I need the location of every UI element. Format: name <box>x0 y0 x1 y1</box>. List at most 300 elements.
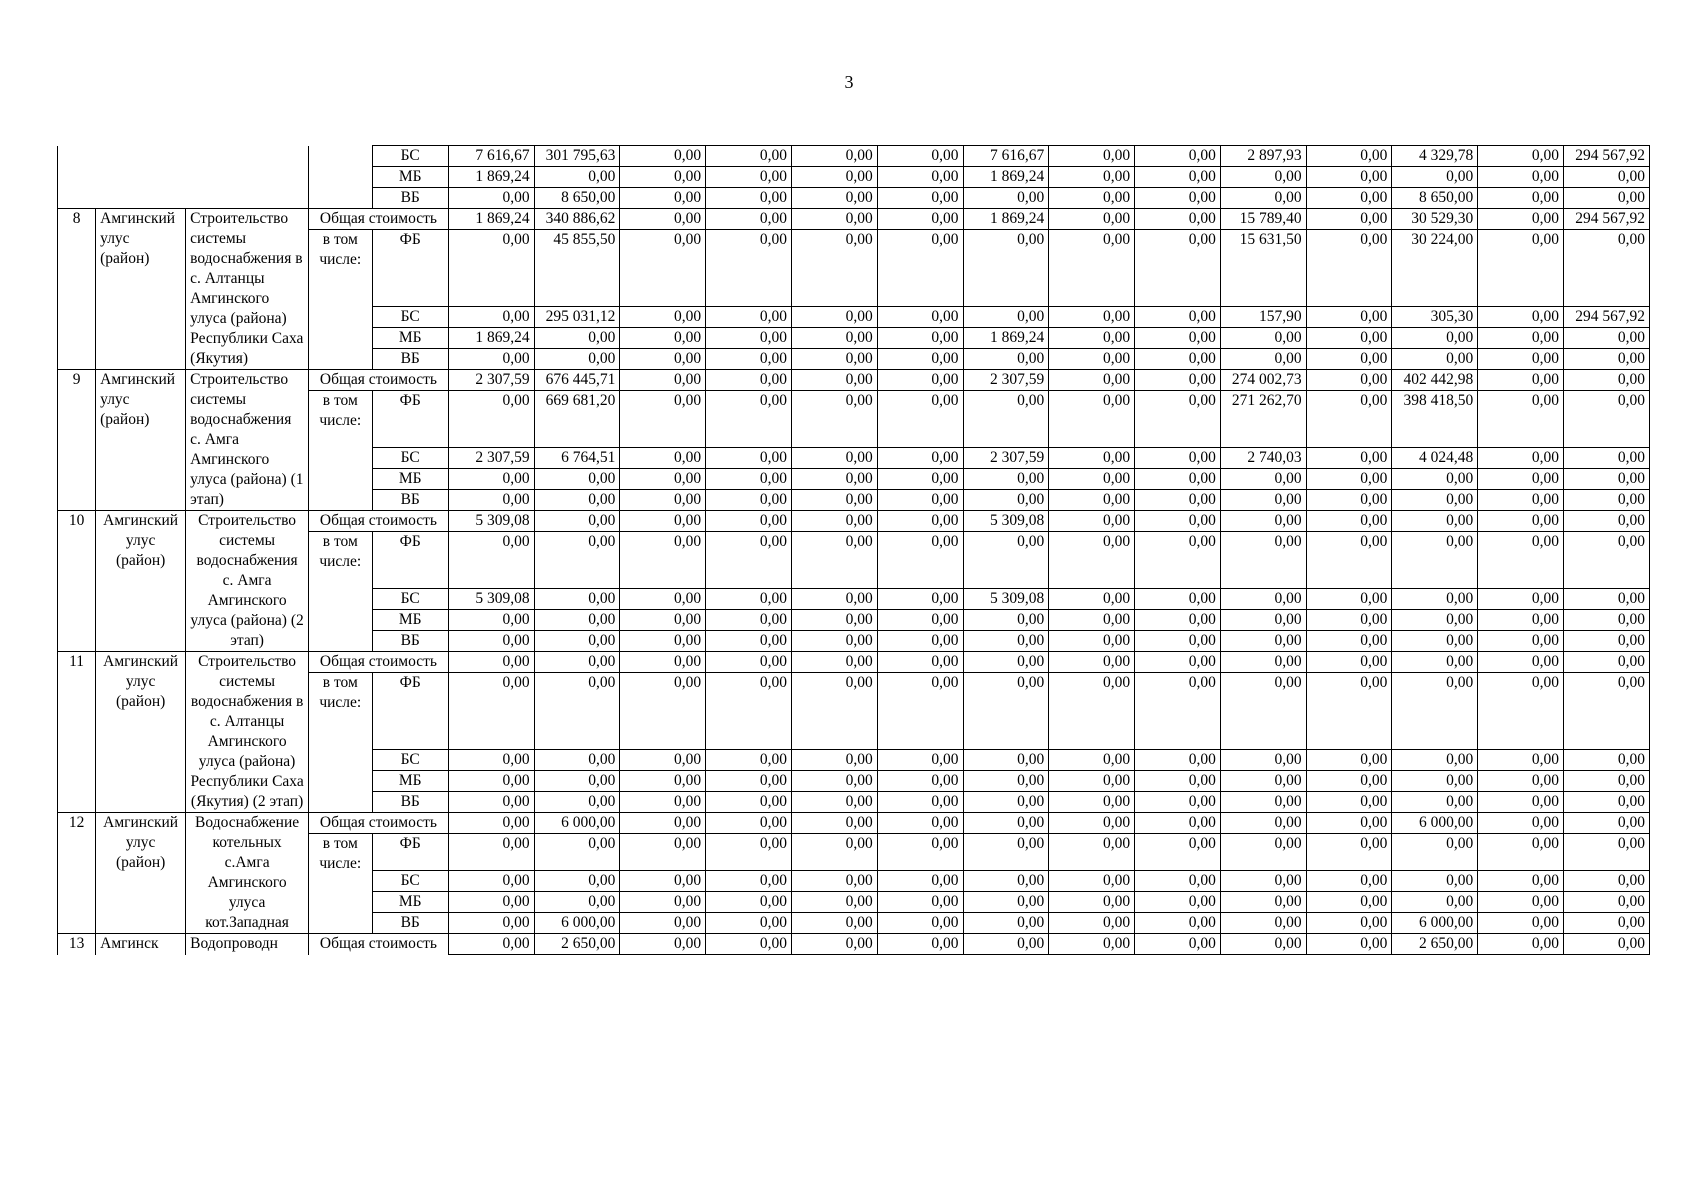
amount-cell: 0,00 <box>448 532 534 589</box>
project-number: 11 <box>58 652 96 813</box>
amount-cell: 0,00 <box>1220 892 1306 913</box>
page-number: 3 <box>844 72 854 92</box>
amount-cell: 0,00 <box>1135 448 1221 469</box>
amount-cell: 0,00 <box>534 469 620 490</box>
amount-cell: 0,00 <box>620 871 706 892</box>
amount-cell: 0,00 <box>534 532 620 589</box>
amount-cell: 0,00 <box>1049 652 1135 673</box>
amount-cell: 0,00 <box>1392 511 1478 532</box>
amount-cell: 0,00 <box>877 328 963 349</box>
amount-cell: 0,00 <box>1135 230 1221 307</box>
project-number: 8 <box>58 209 96 370</box>
amount-cell: 0,00 <box>1478 146 1564 167</box>
funding-source-label: БС <box>372 871 448 892</box>
amount-cell: 0,00 <box>1135 610 1221 631</box>
amount-cell: 0,00 <box>620 834 706 871</box>
amount-cell: 0,00 <box>1563 892 1649 913</box>
amount-cell: 0,00 <box>877 750 963 771</box>
amount-cell: 0,00 <box>1392 167 1478 188</box>
amount-cell: 0,00 <box>706 792 792 813</box>
amount-cell: 0,00 <box>1392 771 1478 792</box>
amount-cell: 0,00 <box>1392 750 1478 771</box>
amount-cell: 15 631,50 <box>1220 230 1306 307</box>
amount-cell: 0,00 <box>1220 188 1306 209</box>
amount-cell: 0,00 <box>791 146 877 167</box>
amount-cell: 0,00 <box>620 610 706 631</box>
amount-cell: 0,00 <box>448 391 534 448</box>
amount-cell: 0,00 <box>1306 349 1392 370</box>
amount-cell: 0,00 <box>706 771 792 792</box>
amount-cell: 0,00 <box>1306 209 1392 230</box>
funding-source-label: МБ <box>372 328 448 349</box>
amount-cell: 0,00 <box>791 532 877 589</box>
amount-cell: 0,00 <box>1478 532 1564 589</box>
amount-cell: 0,00 <box>1220 610 1306 631</box>
amount-cell: 0,00 <box>1049 167 1135 188</box>
amount-cell: 0,00 <box>1392 871 1478 892</box>
amount-cell: 0,00 <box>1392 532 1478 589</box>
amount-cell: 0,00 <box>1563 771 1649 792</box>
amount-cell: 0,00 <box>1306 652 1392 673</box>
amount-cell: 0,00 <box>448 610 534 631</box>
amount-cell: 0,00 <box>791 589 877 610</box>
amount-cell: 0,00 <box>1220 490 1306 511</box>
amount-cell: 0,00 <box>1563 328 1649 349</box>
amount-cell: 0,00 <box>448 490 534 511</box>
project-district: Амгинский улус (район) <box>96 511 186 652</box>
amount-cell: 0,00 <box>534 631 620 652</box>
amount-cell: 0,00 <box>1478 307 1564 328</box>
amount-cell: 0,00 <box>620 391 706 448</box>
amount-cell: 8 650,00 <box>534 188 620 209</box>
amount-cell: 398 418,50 <box>1392 391 1478 448</box>
amount-cell: 0,00 <box>1220 532 1306 589</box>
amount-cell: 0,00 <box>1306 146 1392 167</box>
amount-cell: 0,00 <box>620 307 706 328</box>
amount-cell: 0,00 <box>448 834 534 871</box>
amount-cell: 0,00 <box>1220 913 1306 934</box>
amount-cell: 5 309,08 <box>448 589 534 610</box>
amount-cell: 0,00 <box>1563 871 1649 892</box>
amount-cell: 0,00 <box>791 871 877 892</box>
amount-cell: 0,00 <box>620 934 706 955</box>
amount-cell: 0,00 <box>1135 391 1221 448</box>
amount-cell: 0,00 <box>1563 532 1649 589</box>
amount-cell: 0,00 <box>1049 469 1135 490</box>
project-total-row <box>58 813 1650 834</box>
amount-cell: 6 000,00 <box>1392 813 1478 834</box>
amount-cell: 0,00 <box>1049 532 1135 589</box>
amount-cell: 0,00 <box>1563 813 1649 834</box>
amount-cell: 0,00 <box>1049 490 1135 511</box>
amount-cell: 0,00 <box>1135 652 1221 673</box>
funding-source-label: ФБ <box>372 673 448 750</box>
amount-cell: 0,00 <box>1135 307 1221 328</box>
amount-cell: 0,00 <box>1563 511 1649 532</box>
funding-source-label: ВБ <box>372 631 448 652</box>
amount-cell: 0,00 <box>791 511 877 532</box>
amount-cell: 0,00 <box>620 532 706 589</box>
amount-cell: 0,00 <box>1563 913 1649 934</box>
amount-cell: 0,00 <box>1478 469 1564 490</box>
amount-cell: 0,00 <box>706 307 792 328</box>
amount-cell: 0,00 <box>1478 750 1564 771</box>
amount-cell: 0,00 <box>706 589 792 610</box>
amount-cell: 0,00 <box>1478 771 1564 792</box>
amount-cell: 0,00 <box>620 813 706 834</box>
amount-cell: 0,00 <box>706 469 792 490</box>
amount-cell: 0,00 <box>1478 934 1564 955</box>
project-total-row <box>58 370 1650 391</box>
amount-cell: 0,00 <box>1392 673 1478 750</box>
amount-cell: 2 650,00 <box>1392 934 1478 955</box>
amount-cell: 15 789,40 <box>1220 209 1306 230</box>
amount-cell: 0,00 <box>877 813 963 834</box>
project-name: Строительство системы водоснабжения в с. Алтанцы Амгинского улуса (района) Республики Саха (Якутия) <box>186 209 309 370</box>
amount-cell: 0,00 <box>877 511 963 532</box>
amount-cell: 5 309,08 <box>963 511 1049 532</box>
amount-cell: 7 616,67 <box>963 146 1049 167</box>
amount-cell: 0,00 <box>706 532 792 589</box>
amount-cell: 0,00 <box>534 771 620 792</box>
amount-cell: 0,00 <box>791 892 877 913</box>
amount-cell: 0,00 <box>1306 871 1392 892</box>
amount-cell: 0,00 <box>1135 511 1221 532</box>
amount-cell: 0,00 <box>1478 631 1564 652</box>
amount-cell: 0,00 <box>1049 349 1135 370</box>
amount-cell: 0,00 <box>706 631 792 652</box>
amount-cell: 0,00 <box>877 391 963 448</box>
amount-cell: 0,00 <box>1049 813 1135 834</box>
including-label: в том числе: <box>309 532 373 652</box>
amount-cell: 0,00 <box>963 631 1049 652</box>
amount-cell: 0,00 <box>620 511 706 532</box>
amount-cell: 0,00 <box>620 167 706 188</box>
funding-source-label: МБ <box>372 610 448 631</box>
amount-cell: 0,00 <box>1135 589 1221 610</box>
funding-source-label: ВБ <box>372 913 448 934</box>
amount-cell: 0,00 <box>706 834 792 871</box>
amount-cell: 340 886,62 <box>534 209 620 230</box>
amount-cell: 0,00 <box>1220 631 1306 652</box>
amount-cell: 0,00 <box>1135 209 1221 230</box>
amount-cell: 402 442,98 <box>1392 370 1478 391</box>
amount-cell: 0,00 <box>534 511 620 532</box>
amount-cell: 0,00 <box>877 230 963 307</box>
amount-cell: 0,00 <box>1049 792 1135 813</box>
amount-cell: 0,00 <box>877 834 963 871</box>
amount-cell: 4 329,78 <box>1392 146 1478 167</box>
amount-cell: 0,00 <box>1306 328 1392 349</box>
amount-cell: 0,00 <box>963 307 1049 328</box>
amount-cell: 0,00 <box>1478 913 1564 934</box>
amount-cell: 0,00 <box>706 370 792 391</box>
amount-cell: 0,00 <box>1049 589 1135 610</box>
amount-cell: 0,00 <box>1392 349 1478 370</box>
amount-cell: 0,00 <box>791 328 877 349</box>
amount-cell: 0,00 <box>706 892 792 913</box>
amount-cell: 2 307,59 <box>963 448 1049 469</box>
amount-cell: 0,00 <box>448 913 534 934</box>
amount-cell: 0,00 <box>1563 792 1649 813</box>
amount-cell: 0,00 <box>791 673 877 750</box>
amount-cell: 2 740,03 <box>1220 448 1306 469</box>
amount-cell: 1 869,24 <box>448 209 534 230</box>
amount-cell: 0,00 <box>534 673 620 750</box>
amount-cell: 0,00 <box>1478 167 1564 188</box>
amount-cell: 0,00 <box>791 610 877 631</box>
amount-cell: 0,00 <box>1306 892 1392 913</box>
amount-cell: 0,00 <box>1306 188 1392 209</box>
amount-cell: 1 869,24 <box>448 328 534 349</box>
amount-cell: 7 616,67 <box>448 146 534 167</box>
total-cost-label: Общая стоимость <box>309 209 449 230</box>
project-total-row <box>58 934 1650 955</box>
amount-cell: 0,00 <box>448 934 534 955</box>
amount-cell: 0,00 <box>1049 370 1135 391</box>
amount-cell: 0,00 <box>1478 490 1564 511</box>
amount-cell: 0,00 <box>448 188 534 209</box>
funding-source-label: БС <box>372 448 448 469</box>
amount-cell: 0,00 <box>791 813 877 834</box>
amount-cell: 0,00 <box>1478 188 1564 209</box>
amount-cell: 0,00 <box>791 391 877 448</box>
including-label: в том числе: <box>309 391 373 511</box>
amount-cell: 0,00 <box>1135 834 1221 871</box>
amount-cell: 0,00 <box>963 750 1049 771</box>
amount-cell: 0,00 <box>448 230 534 307</box>
amount-cell: 0,00 <box>1135 370 1221 391</box>
amount-cell: 0,00 <box>1306 771 1392 792</box>
funding-source-label: ВБ <box>372 349 448 370</box>
amount-cell: 5 309,08 <box>963 589 1049 610</box>
amount-cell: 0,00 <box>1220 511 1306 532</box>
amount-cell: 0,00 <box>877 490 963 511</box>
amount-cell: 0,00 <box>877 610 963 631</box>
amount-cell: 0,00 <box>877 934 963 955</box>
funding-source-label: ФБ <box>372 532 448 589</box>
amount-cell: 0,00 <box>534 892 620 913</box>
amount-cell: 0,00 <box>1135 934 1221 955</box>
amount-cell: 0,00 <box>963 610 1049 631</box>
amount-cell: 0,00 <box>1049 610 1135 631</box>
amount-cell: 0,00 <box>791 469 877 490</box>
amount-cell: 0,00 <box>877 146 963 167</box>
amount-cell: 0,00 <box>448 813 534 834</box>
amount-cell: 0,00 <box>706 610 792 631</box>
amount-cell: 6 764,51 <box>534 448 620 469</box>
amount-cell: 271 262,70 <box>1220 391 1306 448</box>
amount-cell: 0,00 <box>963 813 1049 834</box>
amount-cell: 0,00 <box>963 871 1049 892</box>
project-name: Водоснабжение котельных с.Амга Амгинского улуса кот.Западная <box>186 813 309 934</box>
amount-cell: 0,00 <box>1135 892 1221 913</box>
amount-cell: 0,00 <box>791 209 877 230</box>
amount-cell: 0,00 <box>534 490 620 511</box>
amount-cell: 0,00 <box>963 391 1049 448</box>
amount-cell: 0,00 <box>1478 589 1564 610</box>
amount-cell: 0,00 <box>963 469 1049 490</box>
amount-cell: 305,30 <box>1392 307 1478 328</box>
funding-source-label: МБ <box>372 469 448 490</box>
funding-source-label: ВБ <box>372 188 448 209</box>
amount-cell: 0,00 <box>877 589 963 610</box>
amount-cell: 0,00 <box>877 370 963 391</box>
amount-cell: 0,00 <box>963 913 1049 934</box>
amount-cell: 301 795,63 <box>534 146 620 167</box>
amount-cell: 0,00 <box>1563 370 1649 391</box>
amount-cell: 4 024,48 <box>1392 448 1478 469</box>
amount-cell: 0,00 <box>1392 652 1478 673</box>
carry-row <box>58 146 1650 167</box>
total-cost-label: Общая стоимость <box>309 370 449 391</box>
amount-cell: 30 224,00 <box>1392 230 1478 307</box>
funding-source-label: МБ <box>372 892 448 913</box>
funding-source-label: МБ <box>372 771 448 792</box>
project-total-row <box>58 652 1650 673</box>
amount-cell: 0,00 <box>1306 307 1392 328</box>
amount-cell: 0,00 <box>1306 589 1392 610</box>
amount-cell: 0,00 <box>534 792 620 813</box>
amount-cell: 0,00 <box>706 511 792 532</box>
project-total-row <box>58 511 1650 532</box>
amount-cell: 0,00 <box>620 188 706 209</box>
funding-source-label: ФБ <box>372 230 448 307</box>
amount-cell: 0,00 <box>534 328 620 349</box>
amount-cell: 0,00 <box>791 934 877 955</box>
amount-cell: 0,00 <box>1563 469 1649 490</box>
project-district: Амгинский улус (район) <box>96 652 186 813</box>
amount-cell: 0,00 <box>1220 792 1306 813</box>
funding-source-label: БС <box>372 146 448 167</box>
amount-cell: 0,00 <box>706 813 792 834</box>
amount-cell: 0,00 <box>1306 370 1392 391</box>
amount-cell: 0,00 <box>1220 771 1306 792</box>
project-district: Амгинский улус (район) <box>96 813 186 934</box>
amount-cell: 294 567,92 <box>1563 146 1649 167</box>
amount-cell: 0,00 <box>1563 673 1649 750</box>
amount-cell: 0,00 <box>1220 469 1306 490</box>
amount-cell: 0,00 <box>706 652 792 673</box>
amount-cell: 0,00 <box>791 771 877 792</box>
amount-cell: 0,00 <box>620 328 706 349</box>
amount-cell: 0,00 <box>1392 328 1478 349</box>
amount-cell: 0,00 <box>620 209 706 230</box>
total-cost-label: Общая стоимость <box>309 652 449 673</box>
project-name: Строительство системы водоснабжения с. Амга Амгинского улуса (района) (1 этап) <box>186 370 309 511</box>
amount-cell: 0,00 <box>534 871 620 892</box>
amount-cell: 5 309,08 <box>448 511 534 532</box>
amount-cell: 0,00 <box>791 834 877 871</box>
project-number: 12 <box>58 813 96 934</box>
amount-cell: 0,00 <box>1306 167 1392 188</box>
amount-cell: 0,00 <box>706 230 792 307</box>
amount-cell: 0,00 <box>534 652 620 673</box>
amount-cell: 0,00 <box>1563 934 1649 955</box>
amount-cell: 0,00 <box>1478 813 1564 834</box>
amount-cell: 0,00 <box>620 349 706 370</box>
amount-cell: 0,00 <box>1049 673 1135 750</box>
amount-cell: 0,00 <box>1135 792 1221 813</box>
amount-cell: 0,00 <box>1220 871 1306 892</box>
total-cost-label: Общая стоимость <box>309 511 449 532</box>
amount-cell: 0,00 <box>877 167 963 188</box>
amount-cell: 0,00 <box>1563 610 1649 631</box>
amount-cell: 0,00 <box>1220 589 1306 610</box>
project-name: Строительство системы водоснабжения в с. Алтанцы Амгинского улуса (района) Республики Саха (Якутия) (2 этап) <box>186 652 309 813</box>
amount-cell: 0,00 <box>1392 631 1478 652</box>
amount-cell: 0,00 <box>1306 792 1392 813</box>
amount-cell: 0,00 <box>791 750 877 771</box>
amount-cell: 0,00 <box>877 448 963 469</box>
project-number: 13 <box>58 934 96 955</box>
amount-cell: 0,00 <box>1306 230 1392 307</box>
amount-cell: 0,00 <box>706 871 792 892</box>
amount-cell: 0,00 <box>1306 448 1392 469</box>
amount-cell: 0,00 <box>1563 750 1649 771</box>
amount-cell: 0,00 <box>791 792 877 813</box>
amount-cell: 0,00 <box>620 589 706 610</box>
amount-cell: 0,00 <box>1135 469 1221 490</box>
amount-cell: 0,00 <box>963 349 1049 370</box>
amount-cell: 6 000,00 <box>1392 913 1478 934</box>
amount-cell: 1 869,24 <box>963 167 1049 188</box>
amount-cell: 0,00 <box>448 631 534 652</box>
amount-cell: 0,00 <box>1478 349 1564 370</box>
amount-cell: 0,00 <box>1563 652 1649 673</box>
amount-cell: 0,00 <box>620 490 706 511</box>
amount-cell: 2 307,59 <box>963 370 1049 391</box>
amount-cell: 0,00 <box>791 307 877 328</box>
amount-cell: 0,00 <box>448 673 534 750</box>
amount-cell: 0,00 <box>1135 349 1221 370</box>
amount-cell: 0,00 <box>791 230 877 307</box>
amount-cell: 0,00 <box>706 188 792 209</box>
amount-cell: 0,00 <box>620 652 706 673</box>
amount-cell: 0,00 <box>1478 834 1564 871</box>
amount-cell: 0,00 <box>1392 834 1478 871</box>
amount-cell: 0,00 <box>534 610 620 631</box>
amount-cell: 0,00 <box>1478 792 1564 813</box>
amount-cell: 0,00 <box>1135 631 1221 652</box>
amount-cell: 0,00 <box>1478 328 1564 349</box>
amount-cell: 0,00 <box>706 673 792 750</box>
project-district: Амгинский улус (район) <box>96 209 186 370</box>
amount-cell: 0,00 <box>1563 349 1649 370</box>
amount-cell: 0,00 <box>1478 871 1564 892</box>
amount-cell: 0,00 <box>1392 490 1478 511</box>
amount-cell: 0,00 <box>620 792 706 813</box>
funding-source-label: ВБ <box>372 490 448 511</box>
amount-cell: 0,00 <box>1135 532 1221 589</box>
amount-cell: 0,00 <box>706 934 792 955</box>
amount-cell: 0,00 <box>791 631 877 652</box>
amount-cell: 0,00 <box>1306 511 1392 532</box>
project-name: Водопроводн <box>186 934 309 955</box>
project-total-row <box>58 209 1650 230</box>
amount-cell: 0,00 <box>1135 146 1221 167</box>
amount-cell: 0,00 <box>1563 188 1649 209</box>
amount-cell: 0,00 <box>877 871 963 892</box>
amount-cell: 0,00 <box>877 532 963 589</box>
amount-cell: 0,00 <box>1306 750 1392 771</box>
amount-cell: 0,00 <box>963 673 1049 750</box>
amount-cell: 0,00 <box>448 469 534 490</box>
including-label: в том числе: <box>309 230 373 370</box>
amount-cell: 0,00 <box>1392 792 1478 813</box>
amount-cell: 0,00 <box>1563 391 1649 448</box>
amount-cell: 0,00 <box>963 771 1049 792</box>
